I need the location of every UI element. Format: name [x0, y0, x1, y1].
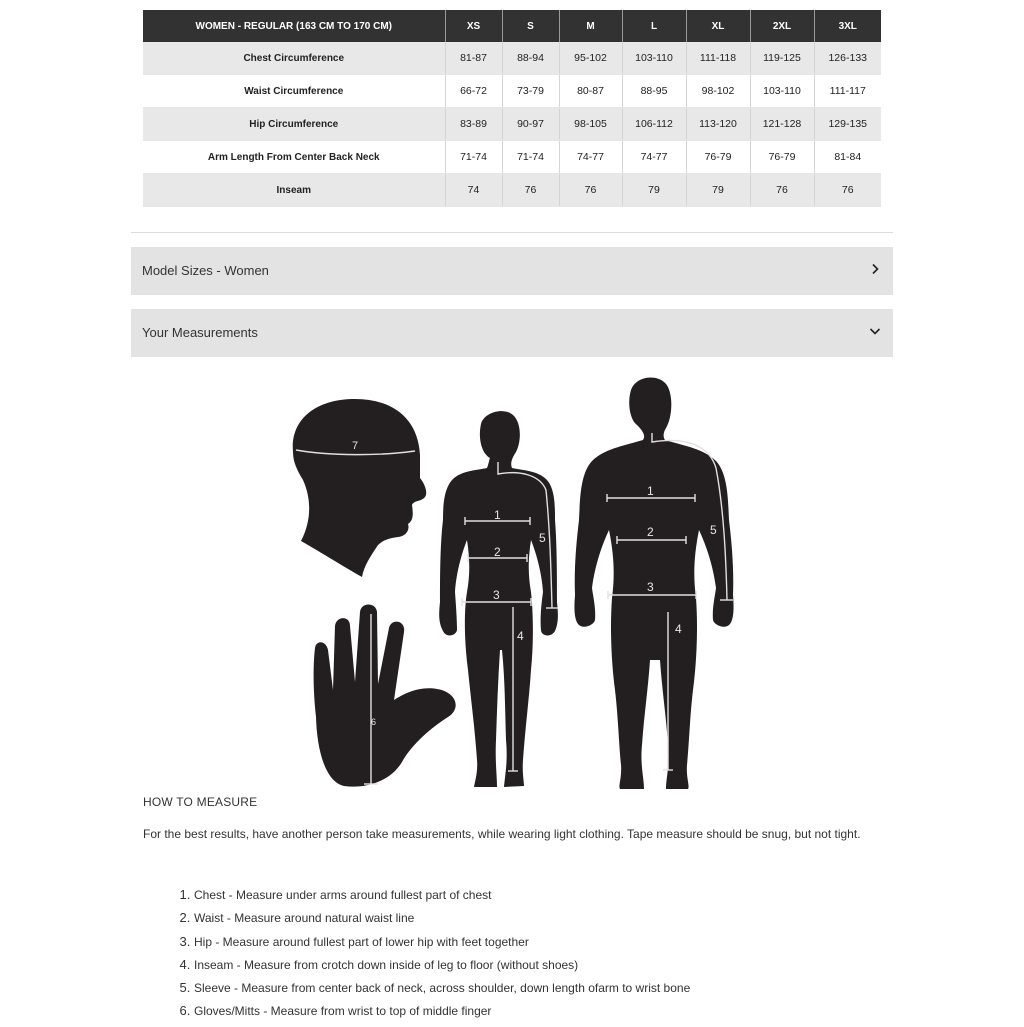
table-cell: 113-120 [686, 108, 750, 141]
table-cell: 71-74 [445, 141, 502, 174]
label-hand-6: 6 [371, 717, 377, 727]
table-cell: 103-110 [750, 75, 814, 108]
hand-silhouette [314, 605, 456, 787]
table-cell: 103-110 [622, 42, 686, 75]
label-female-chest-1: 1 [494, 508, 501, 522]
section-divider [131, 232, 893, 233]
label-male-inseam-4: 4 [675, 622, 682, 636]
table-cell: 66-72 [445, 75, 502, 108]
table-cell: 76-79 [750, 141, 814, 174]
table-cell: 111-117 [814, 75, 881, 108]
table-cell: 121-128 [750, 108, 814, 141]
table-cell: 79 [686, 174, 750, 207]
how-to-measure-title: HOW TO MEASURE [143, 795, 258, 809]
size-chart-table [143, 10, 881, 207]
table-cell: 81-84 [814, 141, 881, 174]
row-label: Arm Length From Center Back Neck [143, 141, 445, 174]
how-to-measure-intro: For the best results, have another person take measurements, while wearing light clothing. Tape measure should be snug, but not tight. [143, 827, 861, 841]
header-size-xs: XS [445, 10, 502, 42]
row-label: Inseam [143, 174, 445, 207]
table-cell: 76 [750, 174, 814, 207]
label-male-waist-2: 2 [647, 525, 654, 539]
row-label: Chest Circumference [143, 42, 445, 75]
table-cell: 71-74 [502, 141, 559, 174]
header-size-xl: XL [686, 10, 750, 42]
chevron-right-icon [869, 263, 881, 275]
accordion-your-measurements[interactable] [131, 309, 893, 357]
accordion-model-sizes-label: Model Sizes - Women [142, 263, 269, 278]
head-silhouette [293, 399, 426, 577]
accordion-your-measurements-label: Your Measurements [142, 325, 258, 340]
label-male-sleeve-5: 5 [710, 523, 717, 537]
table-cell: 73-79 [502, 75, 559, 108]
table-cell: 119-125 [750, 42, 814, 75]
table-cell: 83-89 [445, 108, 502, 141]
list-item: 5. Sleeve - Measure from center back of neck, across shoulder, down length ofarm to wrist bone [194, 980, 690, 1003]
table-cell: 98-105 [559, 108, 622, 141]
header-size-m: M [559, 10, 622, 42]
table-cell: 129-135 [814, 108, 881, 141]
table-cell: 98-102 [686, 75, 750, 108]
table-cell: 76-79 [686, 141, 750, 174]
label-female-sleeve-5: 5 [539, 531, 546, 545]
header-size-s: S [502, 10, 559, 42]
table-cell: 76 [814, 174, 881, 207]
list-item: 6. Gloves/Mitts - Measure from wrist to top of middle finger [194, 1003, 690, 1026]
table-cell: 81-87 [445, 42, 502, 75]
table-cell: 80-87 [559, 75, 622, 108]
table-cell: 111-118 [686, 42, 750, 75]
table-cell: 76 [559, 174, 622, 207]
list-item: 4. Inseam - Measure from crotch down inside of leg to floor (without shoes) [194, 957, 690, 980]
table-cell: 74 [445, 174, 502, 207]
accordion-model-sizes[interactable] [131, 247, 893, 295]
table-row [143, 108, 881, 141]
label-female-waist-2: 2 [494, 545, 501, 559]
table-cell: 95-102 [559, 42, 622, 75]
header-size-l: L [622, 10, 686, 42]
row-label: Hip Circumference [143, 108, 445, 141]
label-head-7: 7 [352, 440, 359, 452]
table-row [143, 174, 881, 207]
list-item: 2. Waist - Measure around natural waist line [194, 910, 690, 933]
table-cell: 126-133 [814, 42, 881, 75]
table-row [143, 75, 881, 108]
table-cell: 74-77 [622, 141, 686, 174]
table-cell: 88-95 [622, 75, 686, 108]
table-cell: 88-94 [502, 42, 559, 75]
label-male-chest-1: 1 [647, 484, 654, 498]
header-fit-label: WOMEN - REGULAR (163 CM TO 170 CM) [143, 10, 445, 42]
measurement-steps-list [178, 887, 690, 1027]
table-cell: 74-77 [559, 141, 622, 174]
label-male-hip-3: 3 [647, 580, 654, 594]
table-row [143, 42, 881, 75]
measurement-diagram [270, 368, 750, 793]
table-cell: 90-97 [502, 108, 559, 141]
row-label: Waist Circumference [143, 75, 445, 108]
header-size-2xl: 2XL [750, 10, 814, 42]
table-cell: 79 [622, 174, 686, 207]
list-item: 3. Hip - Measure around fullest part of lower hip with feet together [194, 934, 690, 957]
table-cell: 106-112 [622, 108, 686, 141]
label-female-hip-3: 3 [493, 588, 500, 602]
header-size-3xl: 3XL [814, 10, 881, 42]
chevron-down-icon [869, 325, 881, 337]
table-cell: 76 [502, 174, 559, 207]
label-female-inseam-4: 4 [517, 629, 524, 643]
table-header-row [143, 10, 881, 42]
male-body-silhouette [574, 378, 733, 789]
list-item: 1. Chest - Measure under arms around fullest part of chest [194, 887, 690, 910]
table-row [143, 141, 881, 174]
